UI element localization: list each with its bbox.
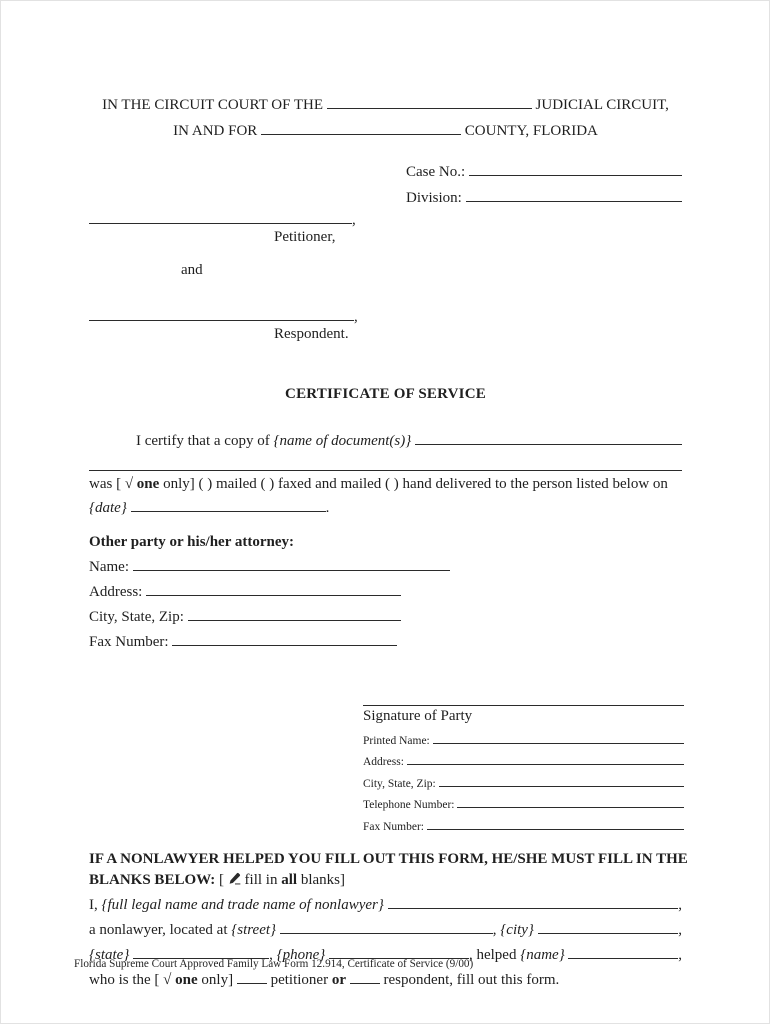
nonlawyer-name-line (89, 893, 682, 914)
helped-sep: , helped (468, 946, 521, 963)
who-mid: only] (197, 971, 237, 988)
located-pre: a nonlawyer, located at (89, 921, 232, 938)
nl-comma-2: , (678, 921, 682, 938)
other-party-name-blank[interactable] (133, 555, 450, 571)
sig-fax-label: Fax Number: (363, 820, 427, 833)
petitioner-label-line (274, 229, 682, 246)
other-party-fax-line (89, 630, 682, 651)
printed-name-label: Printed Name: (363, 734, 433, 747)
service-date-line (89, 496, 682, 517)
form-footer: Florida Supreme Court Approved Family Law Form 12.914, Certificate of Service (9/00) (74, 958, 474, 970)
nonlawyer-heading-2: BLANKS BELOW: (89, 871, 216, 888)
service-method-rest: only] ( ) mailed ( ) faxed and mailed ( ) hand delivered to the person listed below on (159, 476, 668, 492)
phone-sep: , (269, 946, 277, 963)
other-party-city-line (89, 605, 682, 626)
sig-address-row (363, 753, 684, 769)
judicial-circuit-blank[interactable] (327, 93, 532, 109)
bracket-open: [ (215, 871, 228, 888)
court-header-line2-post: COUNTY, FLORIDA (461, 123, 598, 139)
state-placeholder: {state} (89, 946, 134, 963)
petitioner-name-blank[interactable] (89, 208, 352, 224)
document-name-blank-continued[interactable] (89, 470, 682, 471)
sig-fax-blank[interactable] (427, 817, 684, 830)
county-blank[interactable] (261, 119, 461, 135)
sig-city-label: City, State, Zip: (363, 777, 439, 790)
court-header-line1-post: JUDICIAL CIRCUIT, (531, 97, 669, 113)
blanks-close: blanks] (297, 871, 345, 888)
other-party-city-blank[interactable] (188, 605, 401, 621)
phone-blank[interactable] (329, 943, 469, 959)
helped-name-blank[interactable] (568, 943, 678, 959)
pencil-icon (228, 872, 241, 885)
phone-placeholder: {phone} (276, 946, 329, 963)
respondent-name-line (89, 305, 682, 326)
respondent-comma: , (354, 309, 358, 325)
nonlawyer-who-line (89, 968, 682, 989)
nonlawyer-heading-line2 (89, 872, 682, 889)
respondent-name-blank[interactable] (89, 305, 354, 321)
other-party-name-line (89, 555, 682, 576)
full-name-placeholder: {full legal name and trade name of nonlawyer} (101, 896, 388, 913)
sig-telephone-blank[interactable] (457, 796, 684, 809)
form-title: CERTIFICATE OF SERVICE (285, 386, 486, 402)
nonlawyer-heading-line1 (89, 850, 688, 868)
city-blank[interactable] (538, 918, 679, 934)
sig-telephone-label: Telephone Number: (363, 799, 458, 811)
division-label: Division: (406, 190, 466, 206)
petitioner-label: Petitioner, (274, 229, 336, 245)
document-name-blank[interactable] (415, 429, 682, 445)
state-blank[interactable] (133, 943, 269, 959)
date-placeholder: {date} (89, 500, 131, 516)
date-period: . (325, 500, 330, 516)
respondent-label-line (274, 326, 682, 343)
petitioner-name-line (89, 208, 682, 229)
division-blank[interactable] (466, 186, 682, 202)
city-sep: , (492, 921, 501, 938)
service-method-pre: was [ (89, 476, 125, 492)
other-party-fax-label: Fax Number: (89, 634, 173, 650)
street-placeholder: {street} (231, 921, 280, 938)
printed-name-blank[interactable] (433, 731, 684, 744)
court-header-line1-pre: IN THE CIRCUIT COURT OF THE (102, 97, 327, 113)
nonlawyer-street-line (89, 918, 682, 939)
name-placeholder: {name} (520, 946, 569, 963)
other-party-address-line (89, 580, 682, 601)
certify-line (89, 429, 682, 450)
city-placeholder: {city} (500, 921, 538, 938)
other-party-heading: Other party or his/her attorney: (89, 534, 294, 550)
division-row (406, 186, 682, 207)
other-party-address-label: Address: (89, 584, 147, 600)
other-party-city-label: City, State, Zip: (89, 609, 188, 625)
signature-blank[interactable] (363, 705, 684, 706)
who-pre: who is the [ (89, 971, 164, 988)
certify-lead: I certify that a copy of (136, 433, 274, 449)
and-label: and (181, 262, 203, 278)
petitioner-comma: , (352, 212, 356, 228)
case-no-label: Case No.: (406, 164, 469, 180)
fill-in-text: fill in (240, 871, 282, 888)
nonlawyer-name-blank[interactable] (388, 893, 679, 909)
who-check-one-bold: √ one (163, 971, 198, 988)
case-no-row (406, 160, 682, 181)
signature-of-party-label: Signature of Party (363, 708, 473, 724)
court-header-line1 (89, 93, 682, 114)
case-division-block (406, 160, 682, 207)
street-blank[interactable] (280, 918, 493, 934)
printed-name-row (363, 731, 684, 747)
case-no-blank[interactable] (469, 160, 682, 176)
nl-comma-3: , (678, 946, 682, 963)
court-header-line2 (89, 119, 682, 140)
or-bold: or (331, 971, 346, 988)
service-method-line (89, 476, 682, 493)
sig-telephone-row (363, 796, 684, 812)
document-name-placeholder: {name of document(s)} (273, 433, 416, 449)
sig-address-blank[interactable] (407, 753, 684, 766)
i-pre: I, (89, 896, 102, 913)
service-date-blank[interactable] (131, 496, 326, 512)
other-party-name-label: Name: (89, 559, 133, 575)
petitioner-word: petitioner (266, 971, 332, 988)
nl-comma-1: , (678, 896, 682, 913)
and-line (181, 262, 682, 279)
respondent-end: respondent, fill out this form. (379, 971, 560, 988)
court-header-line2-pre: IN AND FOR (173, 123, 262, 139)
signature-block (363, 705, 684, 833)
sig-city-row (363, 774, 684, 790)
nonlawyer-heading-1: IF A NONLAWYER HELPED YOU FILL OUT THIS FORM, HE/SHE MUST FILL IN THE (89, 850, 688, 867)
all-bold: all (281, 871, 298, 888)
check-one-bold: √ one (124, 476, 160, 492)
respondent-label: Respondent. (274, 326, 349, 342)
sig-fax-row (363, 817, 684, 833)
sig-address-label: Address: (363, 756, 407, 768)
other-party-fax-blank[interactable] (172, 630, 397, 646)
sig-city-blank[interactable] (439, 774, 684, 787)
other-party-address-blank[interactable] (146, 580, 401, 596)
